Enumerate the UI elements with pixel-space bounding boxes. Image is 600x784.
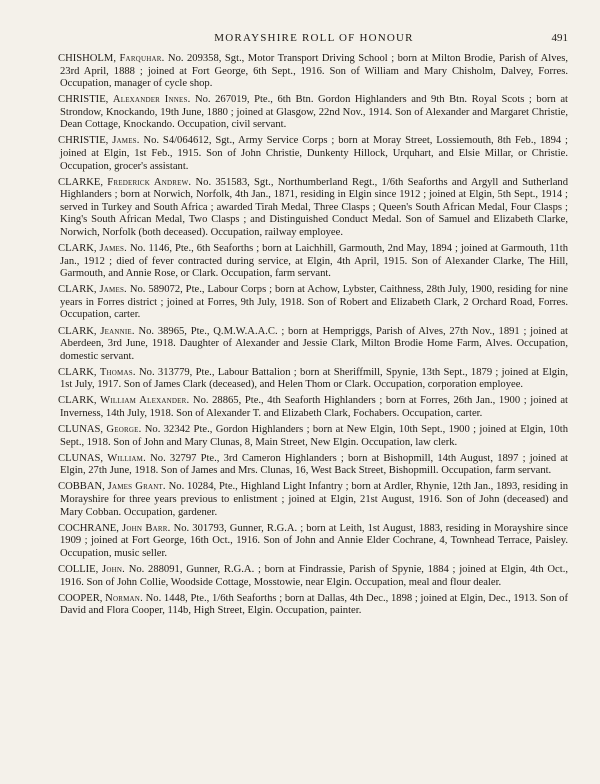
document-page (60, 30, 568, 621)
entry-surname: CLARK, (58, 366, 97, 378)
entry-given-name: William Alexander. (100, 395, 190, 407)
entry-given-name: Farquhar. (119, 53, 165, 64)
entry-given-name: William. (107, 452, 146, 464)
list-item (60, 94, 568, 132)
entry-details: No. 1146, Pte., 6th Seaforths ; born at Laichhill, Garmouth, 2nd May, 1894 ; joined at Garmouth, 11th Jan., 1912 ; died of fever contracted during service, at Elgin, 4th April, 1915. Son of Alexander Clarke, The Hill, Garmouth, and Annie Rose, or Clark. Occupation, farm servant. (60, 243, 569, 280)
entry-details: No. 38965, Pte., Q.M.W.A.A.C. ; born at Hempriggs, Parish of Alves, 27th Nov., 1891 ; joined at Aberdeen, 3rd June, 1918. Daughter of Alexander and Jessie Clark, Milton Brodie Home Farm, Alves. Occupation, domestic servant. (60, 325, 568, 362)
entry-details: No. 28865, Pte., 4th Seaforth Highlanders ; born at Forres, 26th Jan., 1900 ; joined at Inverness, 14th July, 1918. Son of Alexander T. and Elizabeth Clark, Fochabers. Occupation, carter. (60, 395, 568, 419)
entry-given-name: James. (112, 135, 140, 147)
list-item (60, 395, 568, 420)
entry-details: No. 209358, Sgt., Motor Transport Driving School ; born at Milton Brodie, Parish of Alves, 23rd April, 1888 ; joined at Fort George, 6th Sept., 1916. Son of William and Mary Chisholm, Dalvey, Forres. Occupation, manager of cycle shop. (60, 53, 568, 90)
list-item (60, 53, 568, 91)
entry-surname: CLARK, (58, 284, 97, 296)
entry-surname: CLUNAS, (58, 424, 104, 436)
entry-details: No. 351583, Sgt., Northumberland Regt., 1/6th Seaforths and Argyll and Sutherland Highlanders ; born at Norwich, Norfolk, 4th Jan., 1871, residing in Elgin since 1912 ; joined at Elgin, 5th Sept., 1914 ; served in Turkey and South Africa ; awarded Tirah Medal, Three Clasps ; Queen's South African Medal, Four Clasps ; King's South African Medal, Two Clasps ; and Distinguished Conduct Medal. Son of Samuel and Elizabeth Clarke, Norwich, Norfolk (both deceased). Occupation, railway employee. (60, 176, 569, 238)
entry-surname: CLARKE, (58, 176, 104, 188)
entry-surname: CLARK, (58, 325, 97, 337)
entry-surname: CLARK, (58, 243, 97, 255)
entry-given-name: Frederick Andrew. (107, 176, 192, 188)
entries-list (60, 53, 568, 618)
entry-surname: CLARK, (58, 395, 97, 407)
list-item (60, 367, 568, 392)
entry-given-name: Jeannie. (100, 325, 135, 337)
page-header (60, 30, 568, 50)
entry-details: No. 32797 Pte., 3rd Cameron Highlanders ; born at Bishopmill, 14th August, 1897 ; joined at Elgin, 27th June, 1918. Son of James and Mrs. Clunas, 16, West Back Street, Bishopmill. Occupation, farm servant. (60, 452, 568, 477)
entry-surname: COLLIE, (58, 563, 99, 575)
list-item (60, 453, 568, 478)
entry-surname: CLUNAS, (58, 452, 104, 464)
running-title: MORAYSHIRE ROLL OF HONOUR (214, 32, 414, 44)
entry-details: No. 1448, Pte., 1/6th Seaforths ; born at Dallas, 4th Dec., 1898 ; joined at Elgin, Dec., 1913. Son of David and Flora Cooper, 114b, High Street, Elgin. Occupation, painter. (60, 592, 568, 617)
entry-details: No. S4/064612, Sgt., Army Service Corps ; born at Moray Street, Lossiemouth, 8th Feb., 1894 ; joined at Elgin, 1st Feb., 1915. Son of John Christie, Dunkenty Hillock, Urquhart, and Elsie Millar, or Christie. Occupation, grocer's assistant. (60, 135, 568, 172)
entry-details: No. 10284, Pte., Highland Light Infantry ; born at Ardler, Rhynie, 12th Jan., 1893, residing in Morayshire for three years previous to enlistment ; joined at Elgin, 21st August, 1916. Son of John (deceased) and Mary Cobban. Occupation, gardener. (60, 481, 568, 518)
list-item (60, 481, 568, 519)
entry-given-name: Norman. (105, 592, 143, 604)
list-item (60, 243, 568, 281)
entry-given-name: John Barr. (122, 522, 171, 534)
entry-given-name: Thomas. (99, 366, 136, 378)
entry-surname: CHRISTIE, (58, 94, 109, 106)
entry-surname: CHISHOLM, (58, 53, 116, 64)
entry-details: No. 313779, Pte., Labour Battalion ; born at Sheriffmill, Spynie, 13th Sept., 1879 ; joined at Elgin, 1st July, 1917. Son of James Clark (deceased), and Helen Thom or Clark. Occupation, corporation employee. (60, 366, 568, 391)
entry-given-name: James. (99, 243, 127, 255)
list-item (60, 326, 568, 364)
entry-details: No. 32342 Pte., Gordon Highlanders ; born at New Elgin, 10th Sept., 1900 ; joined at Elgin, 10th Sept., 1918. Son of John and Mary Clunas, 8, Main Street, New Elgin. Occupation, law clerk. (60, 424, 568, 448)
entry-surname: CHRISTIE, (58, 135, 109, 147)
entry-details: No. 288091, Gunner, R.G.A. ; born at Findrassie, Parish of Spynie, 1884 ; joined at Elgin, 4th Oct., 1916. Son of John Collie, Woodside Cottage, Mosstowie, near Elgin. Occupation, meal and flour dealer. (60, 563, 568, 588)
entry-given-name: Alexander Innes. (112, 94, 191, 106)
list-item (60, 424, 568, 449)
entry-given-name: George. (106, 424, 142, 436)
entry-details: No. 589072, Pte., Labour Corps ; born at Achow, Lybster, Caithness, 28th July, 1900, residing for nine years in Forres district ; joined at Forres, 9th July, 1918. Son of Robert and Elizabeth Clark, 2 Orchard Road, Forres. Occupation, carter. (60, 284, 568, 321)
entry-surname: COCHRANE, (58, 522, 119, 534)
entry-given-name: James Grant. (107, 481, 166, 493)
entry-surname: COBBAN, (58, 481, 105, 493)
list-item (60, 523, 568, 561)
entry-details: No. 301793, Gunner, R.G.A. ; born at Leith, 1st August, 1883, residing in Morayshire since 1909 ; joined at Fort George, 16th Oct., 1916. Son of John and Annie Elder Cochrane, 4, Townhead Terrace, Paisley. Occupation, music seller. (60, 522, 568, 559)
entry-given-name: John. (102, 563, 125, 575)
list-item (60, 284, 568, 322)
list-item (60, 177, 568, 240)
list-item (60, 593, 568, 618)
entry-surname: COOPER, (58, 592, 103, 604)
page-number: 491 (551, 32, 568, 44)
list-item (60, 135, 568, 173)
entry-details: No. 267019, Pte., 6th Btn. Gordon Highlanders and 9th Btn. Royal Scots ; born at Strondow, Knockando, 19th June, 1880 ; joined at Glasgow, 22nd Nov., 1914. Son of Alexander and Margaret Christie, Dean Cottage, Knockando. Occupation, civil servant. (60, 94, 569, 131)
list-item (60, 564, 568, 589)
entry-given-name: James. (99, 284, 127, 296)
